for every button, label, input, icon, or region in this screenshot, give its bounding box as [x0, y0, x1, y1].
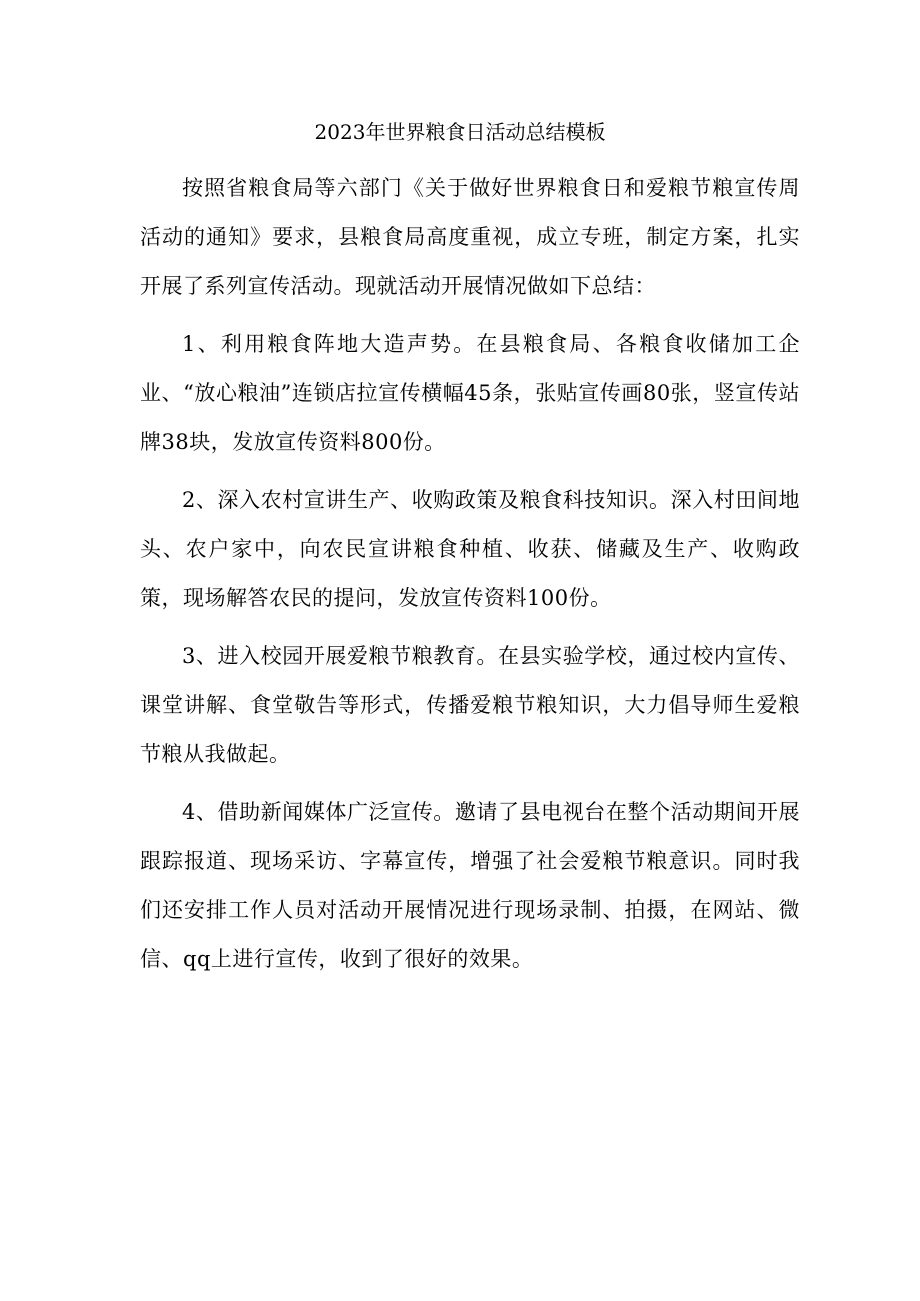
item-4-paragraph: 4、借助新闻媒体广泛宣传。邀请了县电视台在整个活动期间开展跟踪报道、现场采访、字幕宣传，增强了社会爱粮节粮意识。同时我们还安排工作人员对活动开展情况进行现场录制、拍摄，在网站、微信、qq上进行宣传，收到了很好的效果。: [140, 800, 800, 971]
intro-paragraph: 按照省粮食局等六部门《关于做好世界粮食日和爱粮节粮宣传周活动的通知》要求，县粮食局高度重视，成立专班，制定方案，扎实开展了系列宣传活动。现就活动开展情况做如下总结：: [140, 176, 800, 298]
document-title: 2023年世界粮食日活动总结模板: [314, 120, 606, 144]
item-3-paragraph: 3、进入校园开展爱粮节粮教育。在县实验学校，通过校内宣传、课堂讲解、食堂敬告等形式，传播爱粮节粮知识，大力倡导师生爱粮节粮从我做起。: [140, 644, 800, 766]
document-body: [140, 164, 800, 993]
item-1-paragraph: 1、利用粮食阵地大造声势。在县粮食局、各粮食收储加工企业、“放心粮油”连锁店拉宣传横幅45条，张贴宣传画80张，竖宣传站牌38块，发放宣传资料800份。: [140, 332, 800, 454]
item-2-paragraph: 2、深入农村宣讲生产、收购政策及粮食科技知识。深入村田间地头、农户家中，向农民宣讲粮食种植、收获、储藏及生产、收购政策，现场解答农民的提问，发放宣传资料100份。: [140, 488, 800, 610]
